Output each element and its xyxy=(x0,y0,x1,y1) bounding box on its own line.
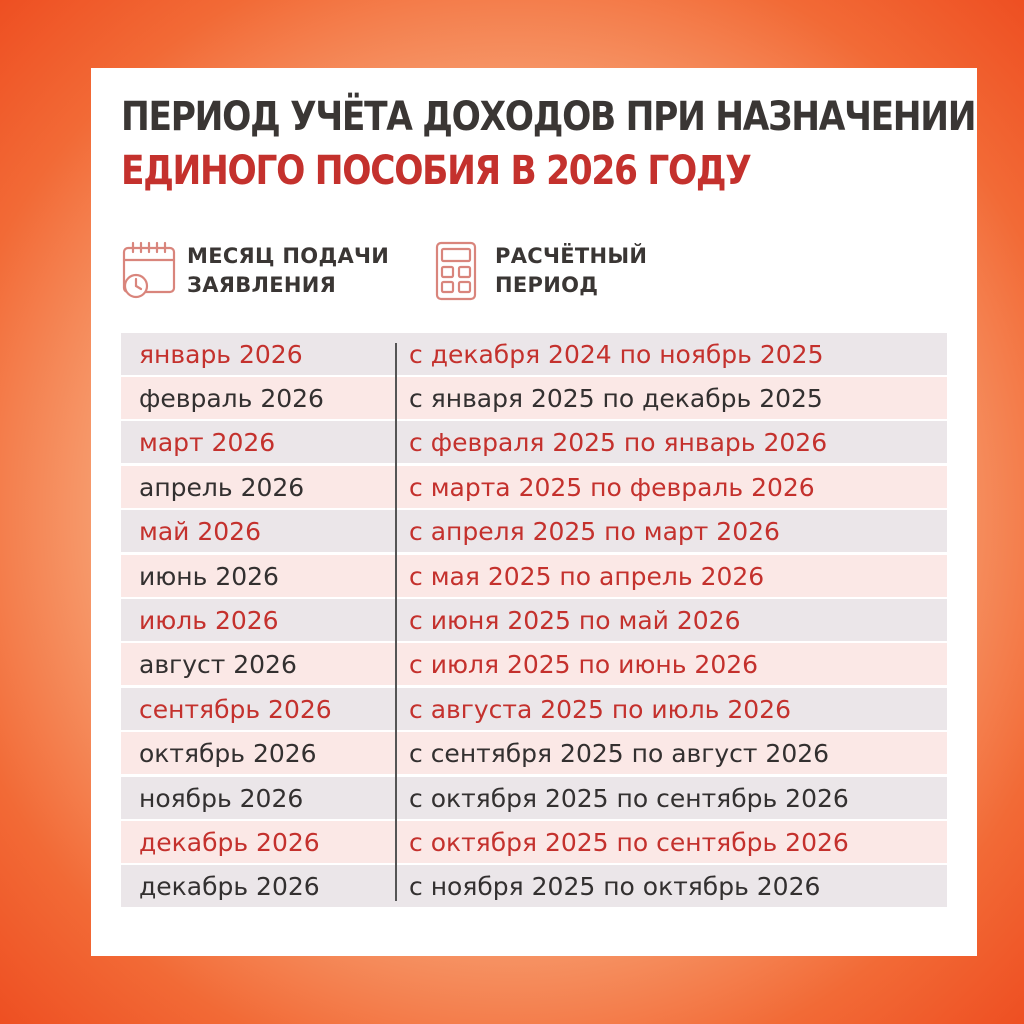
table-row xyxy=(121,421,947,465)
legend-period xyxy=(429,240,647,302)
month-cell: февраль 2026 xyxy=(139,383,324,413)
period-cell: с марта 2025 по февраль 2026 xyxy=(409,472,815,502)
month-cell: март 2026 xyxy=(139,427,276,457)
month-cell: август 2026 xyxy=(139,649,297,679)
table-row xyxy=(121,599,947,643)
period-cell: с февраля 2025 по январь 2026 xyxy=(409,427,828,457)
column-divider xyxy=(395,343,397,901)
title-line-2: ЕДИНОГО ПОСОБИЯ В 2026 ГОДУ xyxy=(121,148,751,194)
legend-month-line-2: ЗАЯВЛЕНИЯ xyxy=(187,273,337,297)
page-title xyxy=(121,90,975,198)
month-cell: октябрь 2026 xyxy=(139,738,317,768)
table-row xyxy=(121,688,947,732)
table-row xyxy=(121,777,947,821)
period-cell: с июля 2025 по июнь 2026 xyxy=(409,649,759,679)
period-cell: с января 2025 по декабрь 2025 xyxy=(409,383,823,413)
legend-period-line-2: ПЕРИОД xyxy=(495,273,599,297)
month-cell: декабрь 2026 xyxy=(139,827,320,857)
table-row xyxy=(121,466,947,510)
period-cell: с мая 2025 по апрель 2026 xyxy=(409,561,765,591)
table-row xyxy=(121,643,947,687)
period-cell: с июня 2025 по май 2026 xyxy=(409,605,741,635)
month-cell: июль 2026 xyxy=(139,605,279,635)
period-cell: с декабря 2024 по ноябрь 2025 xyxy=(409,339,824,369)
period-cell: с апреля 2025 по март 2026 xyxy=(409,516,780,546)
month-cell: ноябрь 2026 xyxy=(139,783,304,813)
legend-month-line-1: МЕСЯЦ ПОДАЧИ xyxy=(187,244,390,268)
month-cell: июнь 2026 xyxy=(139,561,279,591)
table-row xyxy=(121,333,947,377)
period-cell: с августа 2025 по июль 2026 xyxy=(409,694,791,724)
month-cell: май 2026 xyxy=(139,516,261,546)
periods-table xyxy=(121,333,947,911)
table-row xyxy=(121,732,947,776)
table-row xyxy=(121,865,947,909)
info-card xyxy=(91,68,977,956)
table-row xyxy=(121,510,947,554)
period-cell: с ноября 2025 по октябрь 2026 xyxy=(409,871,821,901)
table-row xyxy=(121,555,947,599)
month-cell: декабрь 2026 xyxy=(139,871,320,901)
legend-month xyxy=(121,240,389,302)
period-cell: с сентября 2025 по август 2026 xyxy=(409,738,830,768)
calculator-icon xyxy=(429,240,485,302)
table-row xyxy=(121,377,947,421)
table-row xyxy=(121,821,947,865)
month-cell: январь 2026 xyxy=(139,339,303,369)
legend-period-line-1: РАСЧЁТНЫЙ xyxy=(495,244,648,268)
period-cell: с октября 2025 по сентябрь 2026 xyxy=(409,783,849,813)
title-line-1: ПЕРИОД УЧЁТА ДОХОДОВ ПРИ НАЗНАЧЕНИИ xyxy=(121,94,976,140)
period-cell: с октября 2025 по сентябрь 2026 xyxy=(409,827,849,857)
month-cell: сентябрь 2026 xyxy=(139,694,332,724)
calendar-clock-icon xyxy=(121,240,177,302)
month-cell: апрель 2026 xyxy=(139,472,305,502)
